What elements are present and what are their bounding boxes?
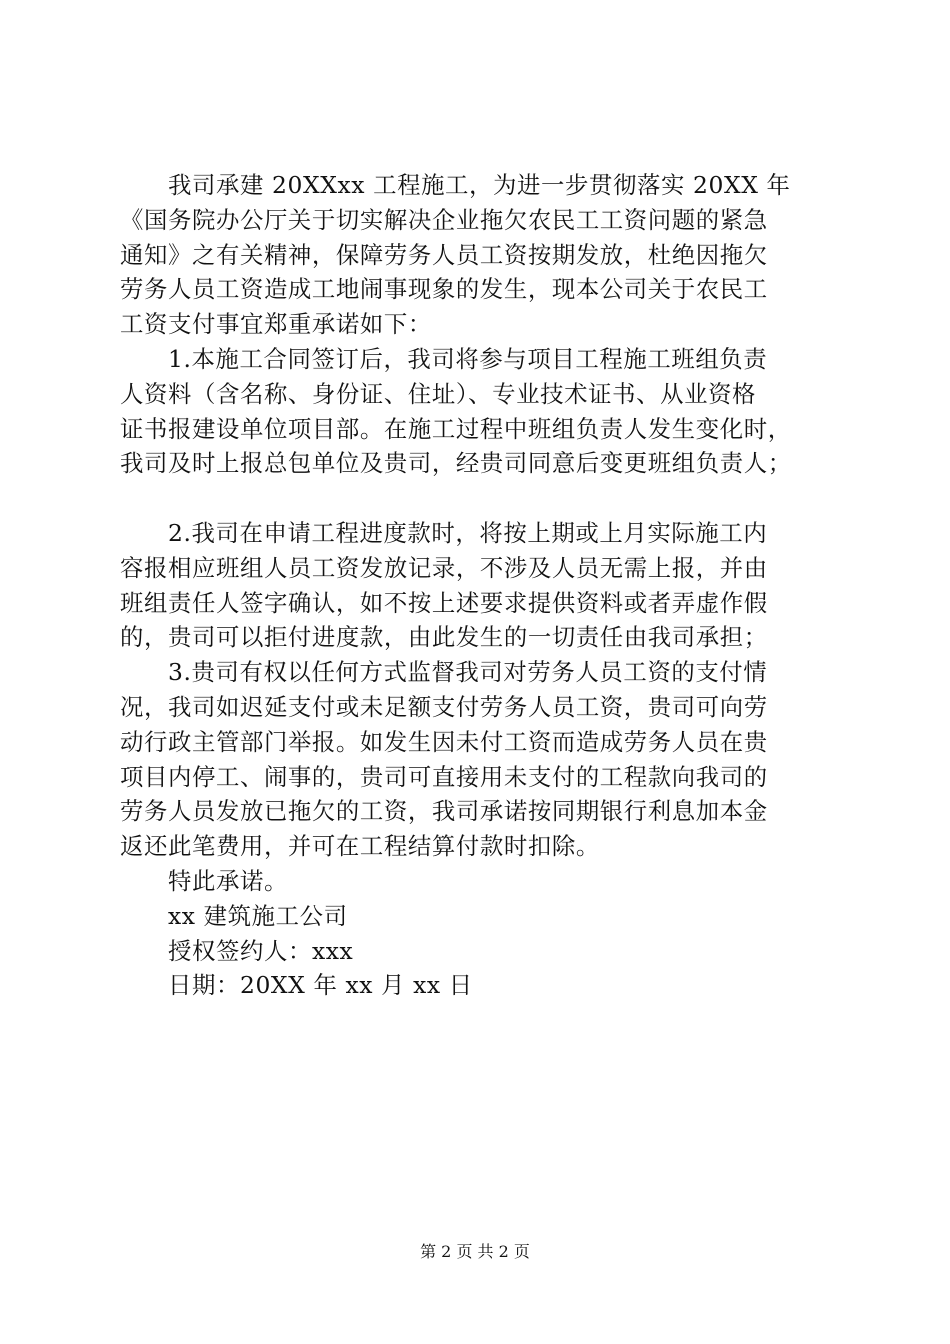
item1-line-3: 证书报建设单位项目部。在施工过程中班组负责人发生变化时， [120,414,792,443]
item3-line-2: 况，我司如迟延支付或未足额支付劳务人员工资，贵司可向劳 [120,692,768,721]
item1-line-1: 1.本施工合同签订后，我司将参与项目工程施工班组负责 [168,344,768,373]
signing-date: 日期：20XX 年 xx 月 xx 日 [168,971,473,1000]
item2-line-4: 的，贵司可以拒付进度款，由此发生的一切责任由我司承担； [120,623,768,652]
intro-line-4: 劳务人员工资造成工地闹事现象的发生，现本公司关于农民工 [120,275,768,304]
page-number-footer: 第 2 页 共 2 页 [420,1242,530,1261]
item3-line-5: 劳务人员发放已拖欠的工资，我司承诺按同期银行利息加本金 [120,797,768,826]
item1-line-4: 我司及时上报总包单位及贵司，经贵司同意后变更班组负责人； [120,449,792,478]
item3-line-4: 项目内停工、闹事的，贵司可直接用未支付的工程款向我司的 [120,762,768,791]
item1-line-2: 人资料（含名称、身份证、住址）、专业技术证书、从业资格 [120,379,757,408]
company-name: xx 建筑施工公司 [168,901,348,930]
intro-line-2: 《国务院办公厅关于切实解决企业拖欠农民工工资问题的紧急 [120,205,768,234]
closing-statement: 特此承诺。 [168,866,288,895]
item3-line-6: 返还此笔费用，并可在工程结算付款时扣除。 [120,832,600,861]
item2-line-1: 2.我司在申请工程进度款时，将按上期或上月实际施工内 [168,518,768,547]
item2-line-2: 容报相应班组人员工资发放记录，不涉及人员无需上报，并由 [120,553,768,582]
authorized-signatory: 授权签约人：xxx [168,936,354,965]
item2-line-3: 班组责任人签字确认，如不按上述要求提供资料或者弄虚作假 [120,588,768,617]
intro-line-1: 我司承建 20XXxx 工程施工，为进一步贯彻落实 20XX 年 [168,171,791,199]
intro-line-5: 工资支付事宜郑重承诺如下： [120,310,432,339]
item3-line-1: 3.贵司有权以任何方式监督我司对劳务人员工资的支付情 [168,658,768,687]
document-body [120,168,840,1003]
item3-line-3: 动行政主管部门举报。如发生因未付工资而造成劳务人员在贵 [120,727,768,756]
intro-line-3: 通知》之有关精神，保障劳务人员工资按期发放，杜绝因拖欠 [120,240,768,269]
paragraph-gap [120,481,840,516]
